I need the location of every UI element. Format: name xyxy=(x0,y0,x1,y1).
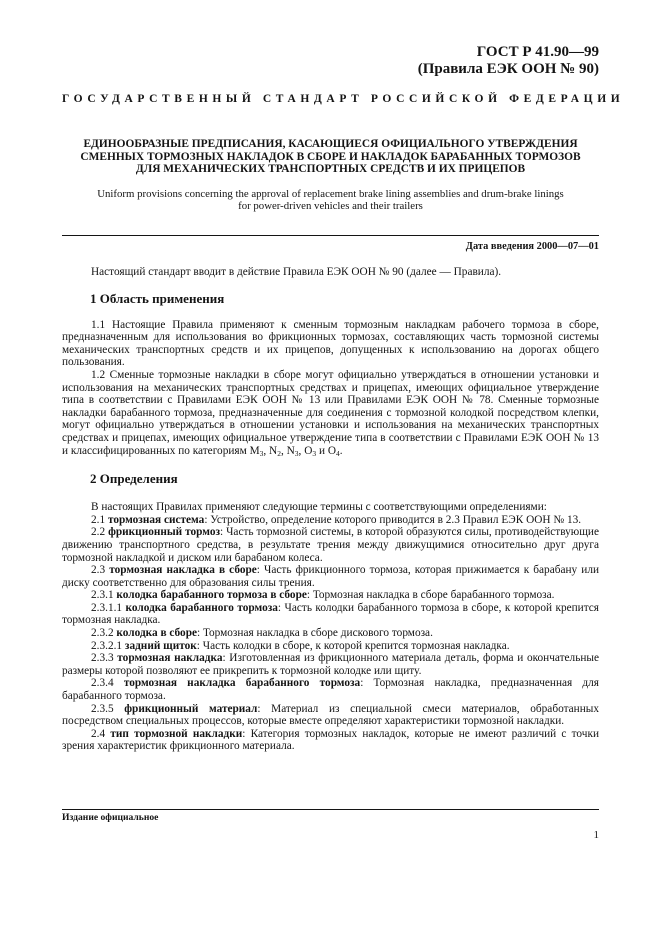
definition-2-3-4: 2.3.4 тормозная накладка барабанного тормоза: Тормозная накладка, предназначенная для барабанного тормоза. xyxy=(62,677,599,703)
term: фрикционный тормоз xyxy=(108,526,221,539)
title-ru-line: СМЕННЫХ ТОРМОЗНЫХ НАКЛАДОК В СБОРЕ И НАКЛАДОК БАРАБАННЫХ ТОРМОЗОВ xyxy=(80,150,581,163)
definition-2-3-2-1: 2.3.2.1 задний щиток: Часть колодки в сборе, к которой крепится тормозная накладка. xyxy=(91,639,510,652)
document-body xyxy=(62,262,599,753)
category-m3: $M_3$ xyxy=(249,444,264,458)
gost-code xyxy=(418,44,599,78)
header-divider xyxy=(62,235,599,236)
ece-regulation-number: (Правила ЕЭК ООН № 90) xyxy=(417,61,599,77)
term: тормозная накладка xyxy=(117,652,223,665)
term: тормозная накладка барабанного тормоза xyxy=(123,677,361,690)
footer-divider xyxy=(62,809,599,810)
term: колодка барабанного тормоза xyxy=(125,601,278,614)
definition-2-1: 2.1 тормозная система: Устройство, определение которого приводится в 2.3 Правил ЕЭК ООН № 13. xyxy=(91,513,582,526)
term: тормозная система xyxy=(107,513,205,526)
title-ru-line: ЕДИНООБРАЗНЫЕ ПРЕДПИСАНИЯ, КАСАЮЩИЕСЯ ОФИЦИАЛЬНОГО УТВЕРЖДЕНИЯ xyxy=(83,138,578,150)
section-2-heading: 2 Определения xyxy=(90,471,178,487)
official-edition-label: Издание официальное xyxy=(62,812,159,823)
page-number: 1 xyxy=(593,829,599,841)
category-o4: $O_4$ xyxy=(327,444,340,458)
document-title-ru xyxy=(62,138,599,176)
definition-2-3-5: 2.3.5 фрикционный материал: Материал из специальной смеси материалов, обработанных посредством специальных процессов, которые вместе определяют характеристики тормозной накладки. xyxy=(62,702,599,728)
intro-paragraph: Настоящий стандарт вводит в действие Правила ЕЭК ООН № 90 (далее — Правила). xyxy=(91,266,502,278)
definition-2-4: 2.4 тип тормозной накладки: Категория тормозных накладок, которые не имеют различий с точки зрения характеристик фрикционного материала. xyxy=(62,727,599,753)
category-o3: $O_3$ xyxy=(304,444,317,458)
definition-2-2: 2.2 фрикционный тормоз: Часть тормозной системы, в которой образуются силы, противодействующие движению транспортного средства, в результате трения между движущимися относительно друг друга тормозной накладкой и диском или барабаном колеса. xyxy=(62,526,599,564)
section-1-heading: 1 Область применения xyxy=(90,290,225,306)
title-en-line: for power-driven vehicles and their trailers xyxy=(238,200,423,213)
term: тип тормозной накладки xyxy=(110,727,243,740)
term: задний щиток xyxy=(124,639,197,652)
term: колодка барабанного тормоза в сборе xyxy=(116,589,307,602)
introduction-date: Дата введения 2000—07—01 xyxy=(465,241,599,252)
category-n2: $N_2$ xyxy=(269,444,281,458)
title-ru-line: ДЛЯ МЕХАНИЧЕСКИХ ТРАНСПОРТНЫХ СРЕДСТВ И ИХ ПРИЦЕПОВ xyxy=(135,163,526,176)
definition-2-3-1-1: 2.3.1.1 колодка барабанного тормоза: Часть колодки барабанного тормоза в сборе, к которой крепится тормозная накладка. xyxy=(62,601,599,627)
definition-2-3-2: 2.3.2 колодка в сборе: Тормозная накладка в сборе дискового тормоза. xyxy=(91,627,433,640)
clause-1-2: 1.2 Сменные тормозные накладки в сборе могут официально утверждаться в отношении установки и использования на механических транспортных средствах и прицепах, имеющих официальное утверждение типа в соответствии с Правилами ЕЭК ООН № 13 или Правилами ЕЭК ООН № 78. Сменные тормозные накладки барабанного тормоза, предназначенные для соединения с тормозной колодкой посредством клепки, могут официально утверждаться в отношении установки и использования на механических транспортных средствах и прицепах, имеющих официальное утверждение типа в соответствии с Правилами ЕЭК ООН № 13 и классифицированных по категориям $M_3$, $N_2$, $N_3$, $O_3$ и $O_4$. xyxy=(62,368,599,458)
definition-2-3-1: 2.3.1 колодка барабанного тормоза в сборе: Тормозная накладка в сборе барабанного тормоза. xyxy=(91,589,555,602)
definition-2-3-3: 2.3.3 тормозная накладка: Изготовленная из фрикционного материала деталь, форма и окончательные размеры которой позволяют ее прикрепить к тормозной колодке или щиту. xyxy=(62,652,599,677)
section-2-lead: В настоящих Правилах применяют следующие термины с соответствующими определениями: xyxy=(91,501,547,514)
clause-1-2-text: 1.2 Сменные тормозные накладки в сборе могут официально утверждаться в отношении установки и использования на механических транспортных средствах и прицепах, имеющих официальное утверждение типа в соответствии с Правилами ЕЭК ООН № 13 или Правилами ЕЭК ООН № 78. Сменные тормозные накладки барабанного тормоза, предназначенные для соединения с тормозной колодкой посредством клепки, могут официально утверждаться в отношении установки и использования на механических транспортных средствах и прицепах, имеющих официальное утверждение типа в соответствии с Правилами ЕЭК ООН № 13 и классифицированных по категориям xyxy=(62,368,599,457)
gost-number: ГОСТ Р 41.90—99 xyxy=(476,44,599,60)
state-standard-heading: ГОСУДАРСТВЕННЫЙ СТАНДАРТ РОССИЙСКОЙ ФЕДЕРАЦИИ xyxy=(62,93,625,105)
term: тормозная накладка в сборе xyxy=(109,564,257,577)
title-en-line: Uniform provisions concerning the approval of replacement brake lining assemblies and drum-brake linings xyxy=(97,188,564,200)
document-title-en xyxy=(62,188,599,213)
definition-2-3: 2.3 тормозная накладка в сборе: Часть фрикционного тормоза, которая прижимается к барабану или диску соответственно для образования силы трения. xyxy=(62,564,599,589)
clause-1-1: 1.1 Настоящие Правила применяют к сменным тормозным накладкам рабочего тормоза в сборе, предназначенным для использования во фрикционных тормозах, составляющих часть тормозной системы механических транспортных средств и их прицепов, допущенных к использованию на дорогах общего пользования. xyxy=(62,318,599,369)
category-conjunction: и xyxy=(318,444,325,457)
category-n3: $N_3$ xyxy=(286,444,299,458)
term: фрикционный материал xyxy=(124,702,258,715)
term: колодка в сборе xyxy=(116,627,197,640)
